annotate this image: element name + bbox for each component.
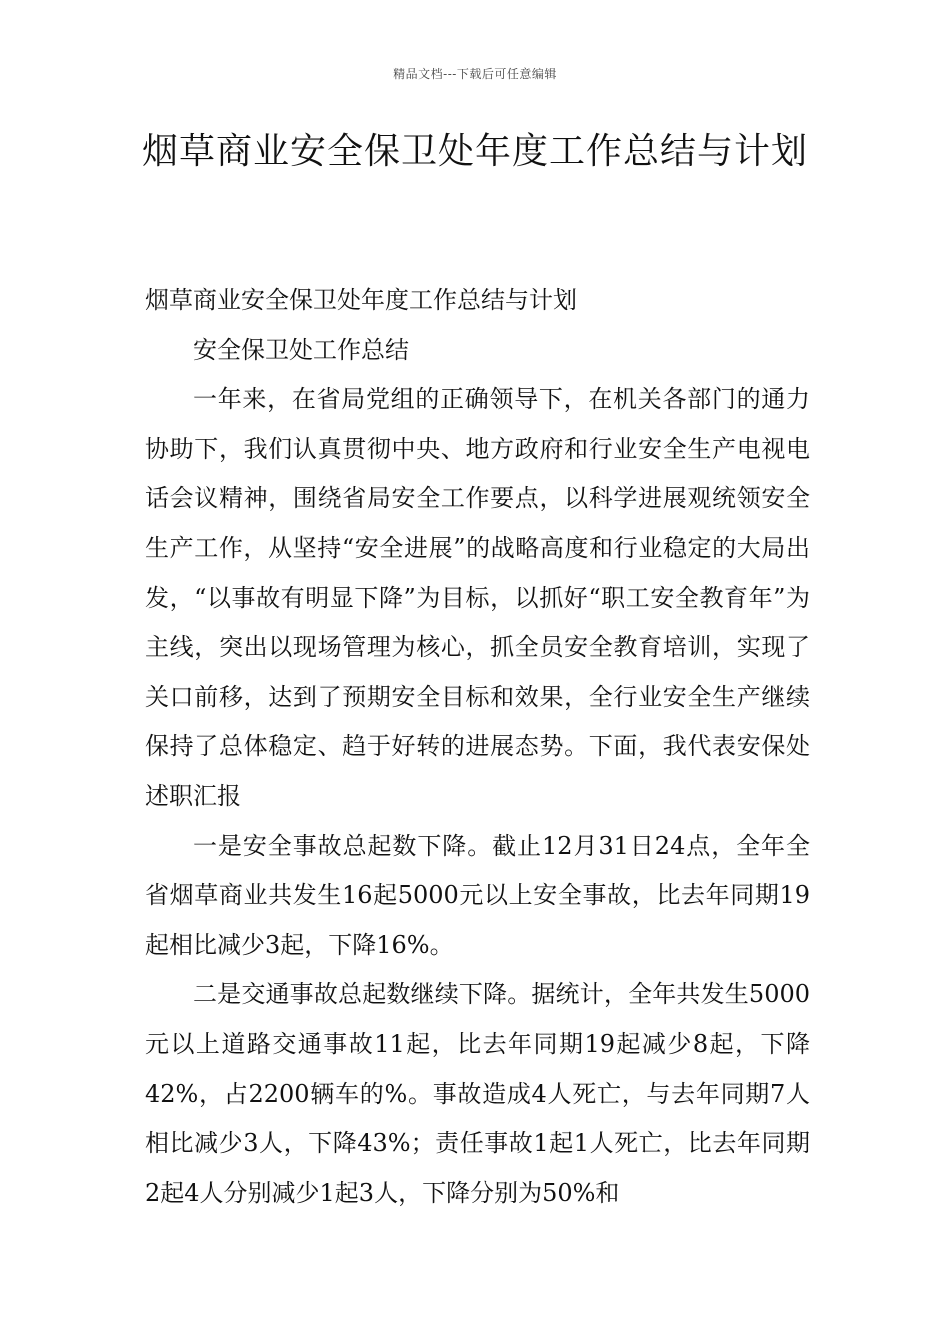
body-paragraph: 一是安全事故总起数下降。截止12月31日24点，全年全省烟草商业共发生16起5000元以上安全事故，比去年同期19起相比减少3起，下降16%。 <box>145 831 810 959</box>
body-paragraph: 一年来，在省局党组的正确领导下，在机关各部门的通力协助下，我们认真贯彻中央、地方政府和行业安全生产电视电话会议精神，围绕省局安全工作要点，以科学进展观统领安全生产工作，从坚持“安全进展”的战略高度和行业稳定的大局出发，“以事故有明显下降”为目标，以抓好“职工安全教育年”为主线，突出以现场管理为核心，抓全员安全教育培训，实现了关口前移，达到了预期安全目标和效果，全行业安全生产继续保持了总体稳定、趋于好转的进展态势。下面，我代表安保处述职汇报 <box>145 385 810 810</box>
subtitle-paragraph: 烟草商业安全保卫处年度工作总结与计划 <box>145 286 577 314</box>
document-body <box>145 276 810 1218</box>
header-note: 精品文档---下载后可任意编辑 <box>393 67 557 81</box>
body-paragraph: 二是交通事故总起数继续下降。据统计，全年共发生5000元以上道路交通事故11起，比去年同期19起减少8起，下降42%，占2200辆车的%。事故造成4人死亡，与去年同期7人相比减少3人，下降43%；责任事故1起1人死亡，比去年同期2起4人分别减少1起3人，下降分别为50%和 <box>145 980 810 1207</box>
document-title: 烟草商业安全保卫处年度工作总结与计划 <box>141 131 808 172</box>
section-heading: 安全保卫处工作总结 <box>193 335 409 364</box>
